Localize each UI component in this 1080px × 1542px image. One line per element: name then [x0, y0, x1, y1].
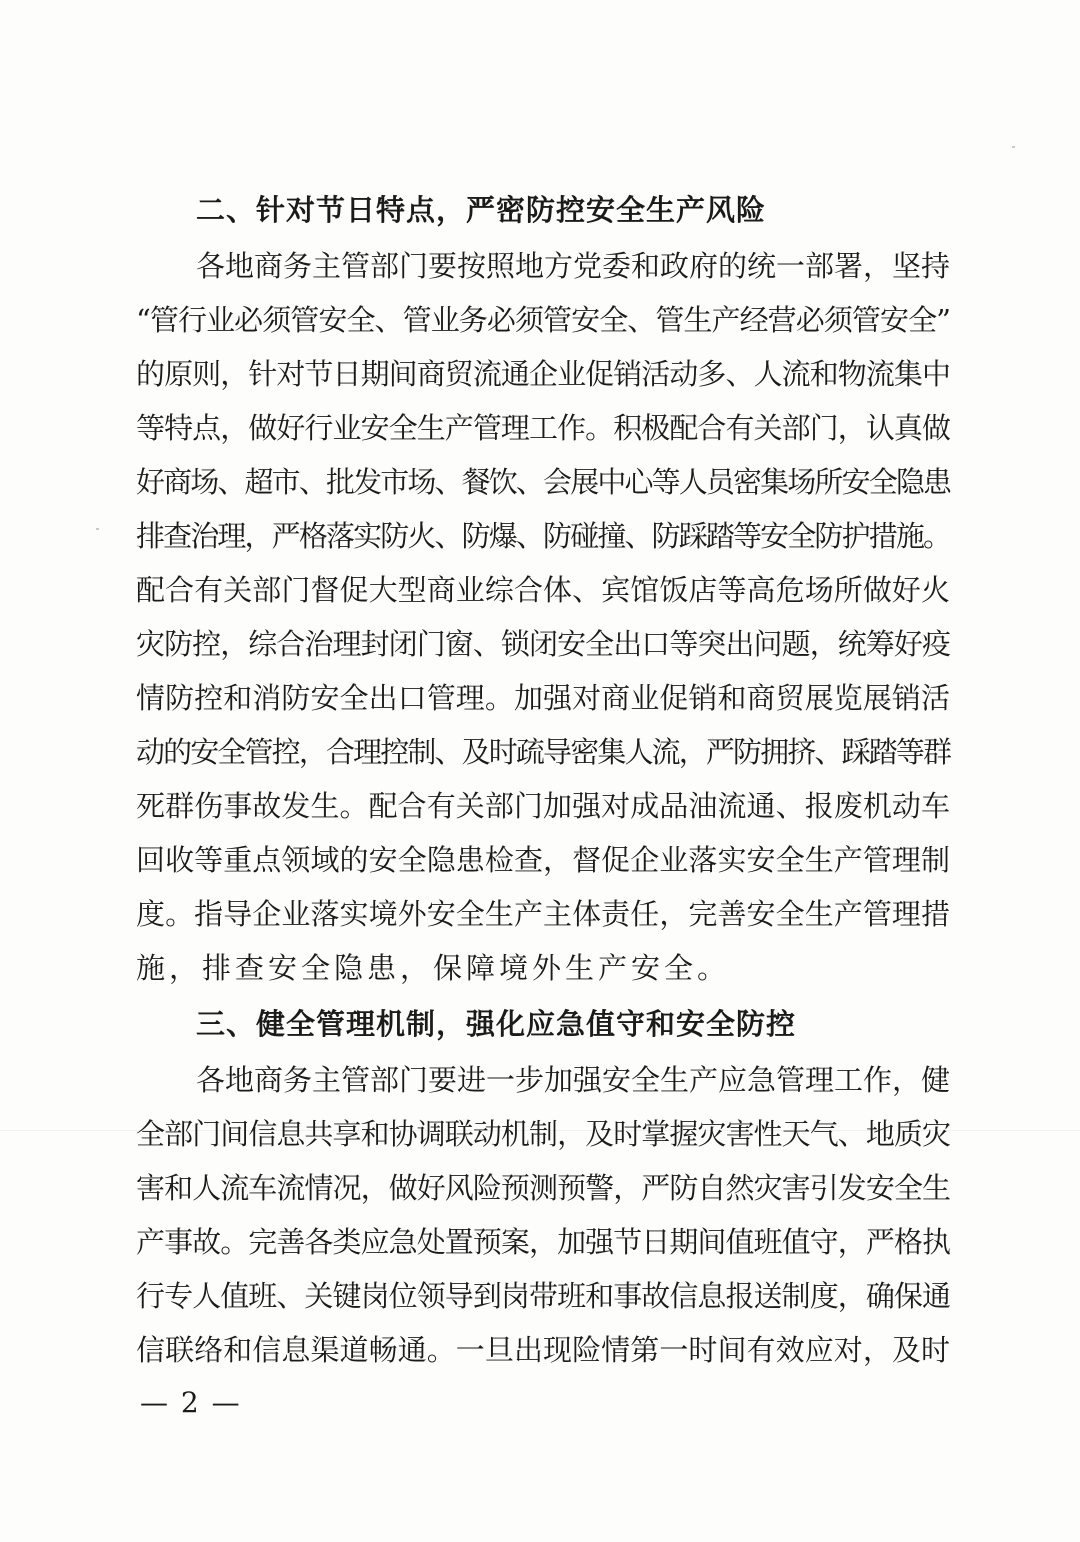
paragraph-line: 回收等重点领域的安全隐患检查，督促企业落实安全生产管理制	[136, 843, 950, 877]
paragraph-line: 动的安全管控，合理控制、及时疏导密集人流，严防拥挤、踩踏等群	[136, 735, 950, 769]
scan-speck	[96, 528, 99, 530]
section-heading-2: 二、针对节日特点，严密防控安全生产风险	[196, 193, 767, 227]
paragraph-line: 情防控和消防安全出口管理。加强对商业促销和商贸展览展销活	[136, 681, 950, 715]
paragraph-line: 配合有关部门督促大型商业综合体、宾馆饭店等高危场所做好火	[136, 573, 950, 607]
paragraph-line: 的原则，针对节日期间商贸流通企业促销活动多、人流和物流集中	[136, 357, 950, 391]
paragraph-line: 产事故。完善各类应急处置预案，加强节日期间值班值守，严格执	[136, 1225, 950, 1259]
paragraph-line: 好商场、超市、批发市场、餐饮、会展中心等人员密集场所安全隐患	[136, 465, 950, 499]
page-number: — 2 —	[140, 1386, 242, 1419]
paragraph-line: “管行业必须管安全、管业务必须管安全、管生产经营必须管安全”	[136, 303, 950, 337]
paragraph-line: 度。指导企业落实境外安全生产主体责任，完善安全生产管理措	[136, 897, 950, 931]
paragraph-line: 灾防控，综合治理封闭门窗、锁闭安全出口等突出问题，统筹好疫	[136, 627, 950, 661]
section-heading-3: 三、健全管理机制，强化应急值守和安全防控	[196, 1007, 797, 1041]
paragraph-line: 各地商务主管部门要按照地方党委和政府的统一部署，坚持	[196, 249, 951, 283]
paragraph-line: 全部门间信息共享和协调联动机制，及时掌握灾害性天气、地质灾	[136, 1117, 950, 1151]
paragraph-line: 害和人流车流情况，做好风险预测预警，严防自然灾害引发安全生	[136, 1171, 950, 1205]
scan-speck	[1012, 146, 1015, 148]
paragraph-line: 排查治理，严格落实防火、防爆、防碰撞、防踩踏等安全防护措施。	[136, 519, 950, 553]
paragraph-line: 死群伤事故发生。配合有关部门加强对成品油流通、报废机动车	[136, 789, 950, 823]
paragraph-line: 等特点，做好行业安全生产管理工作。积极配合有关部门，认真做	[136, 411, 950, 445]
paragraph-line: 行专人值班、关键岗位领导到岗带班和事故信息报送制度，确保通	[136, 1279, 950, 1313]
paragraph-line: 各地商务主管部门要进一步加强安全生产应急管理工作，健	[196, 1063, 951, 1097]
paragraph-line: 施，排查安全隐患，保障境外生产安全。	[136, 951, 731, 985]
paragraph-line: 信联络和信息渠道畅通。一旦出现险情第一时间有效应对，及时	[136, 1333, 950, 1367]
